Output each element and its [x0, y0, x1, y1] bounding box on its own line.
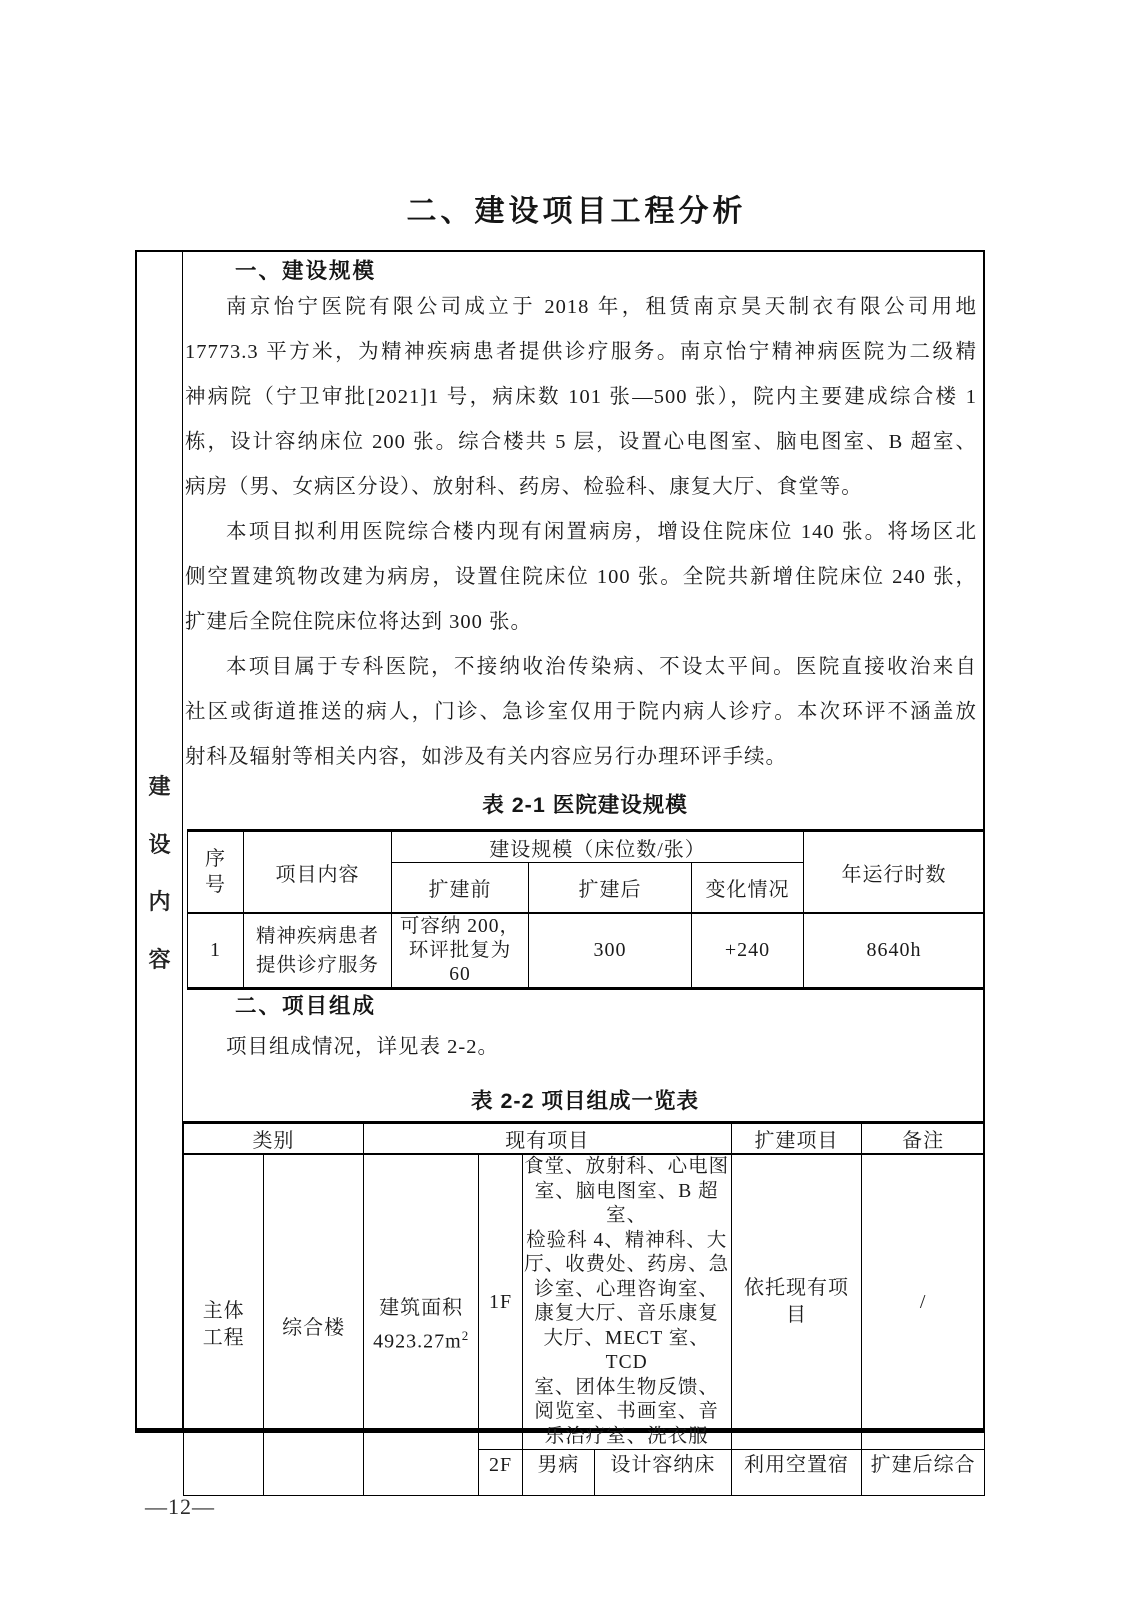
- text-line: 内: [148, 889, 171, 914]
- page-number: —12—: [145, 1494, 215, 1519]
- t22-header-expansion: 扩建项目: [731, 1123, 862, 1155]
- paragraph-line: 射科及辐射等相关内容，如涉及有关内容应另行办理环评手续。: [185, 746, 787, 768]
- paragraph-line: 本项目属于专科医院，不接纳收治传染病、不设太平间。医院直接收治来自: [226, 656, 977, 678]
- table2-1-title: 表 2-1 医院建设规模: [482, 793, 688, 817]
- t21-cell-seq: 1: [188, 913, 244, 989]
- content-box: [135, 250, 985, 1476]
- t22-cell-rooms: [522, 1154, 731, 1450]
- t21-cell-content: [244, 913, 392, 989]
- text-line: 室、团体生物反馈、: [534, 1376, 719, 1398]
- text-line: 工程: [202, 1327, 245, 1349]
- t22-header-existing: 现有项目: [363, 1123, 731, 1155]
- table2-2-title: 表 2-2 项目组成一览表: [470, 1089, 700, 1113]
- text-line: 目: [785, 1304, 807, 1326]
- paragraph-line: 神病院（宁卫审批[2021]1 号，病床数 101 张—500 张），院内主要建成综合楼 1: [185, 386, 977, 408]
- text-line: 60: [449, 963, 471, 985]
- t21-header-after: 扩建后: [529, 863, 692, 914]
- t22-cell-floor-2f: 2F: [479, 1450, 522, 1496]
- t22-cell-remark-2f: 扩建后综合: [862, 1450, 985, 1496]
- text-line: 设: [148, 831, 171, 857]
- composition-intro: 项目组成情况，详见表 2-2。: [226, 1036, 499, 1058]
- text-line: 依托现有项: [743, 1277, 849, 1299]
- t22-cell-building: 综合楼: [264, 1154, 363, 1496]
- t22-header-category: 类别: [184, 1123, 364, 1155]
- text-line: 厅、收费处、药房、急: [524, 1254, 730, 1275]
- sidebar-label: [137, 758, 182, 988]
- text-line: 可容纳 200，: [399, 915, 521, 937]
- paragraph-line: 本项目拟利用医院综合楼内现有闲置病房，增设住院床位 140 张。将场区北: [226, 521, 977, 543]
- text-line: 环评批复为: [408, 939, 512, 961]
- table2-1: [187, 829, 985, 990]
- text-line: 诊室、心理咨询室、: [534, 1278, 719, 1300]
- area-value: $4923.27m^2$: [373, 1327, 470, 1353]
- t21-header-hours: 年运行时数: [804, 831, 985, 914]
- t21-header-before: 扩建前: [392, 863, 529, 914]
- text-line: 阅览室、书画室、音: [534, 1401, 719, 1422]
- table-row: [188, 913, 985, 989]
- t22-header-remark: 备注: [862, 1123, 985, 1155]
- paragraph-line: 栋，设计容纳床位 200 张。综合楼共 5 层，设置心电图室、脑电图室、B 超室、: [185, 431, 977, 453]
- t22-cell-floor-1f: 1F: [479, 1154, 522, 1450]
- paragraph-line: 17773.3 平方米，为精神疾病患者提供诊疗服务。南京怡宁精神病医院为二级精: [185, 341, 977, 363]
- text-line: 食堂、放射科、心电图: [524, 1156, 730, 1177]
- t22-cell-expansion-2f: 利用空置宿: [731, 1450, 862, 1496]
- text-line: 大厅、MECT 室、TCD: [543, 1327, 710, 1373]
- paragraph-line: 侧空置建筑物改建为病房，设置住院床位 100 张。全院共新增住院床位 240 张，: [185, 566, 977, 588]
- t21-header-change: 变化情况: [692, 863, 804, 914]
- paragraph-line: 社区或街道推送的病人，门诊、急诊室仅用于院内病人诊疗。本次环评不涵盖放: [185, 701, 977, 723]
- text-line: 建: [148, 774, 171, 799]
- sidebar-column: [137, 252, 183, 1428]
- text-line: 精神疾病患者: [255, 925, 379, 947]
- t22-cell-remark-1f: /: [862, 1154, 985, 1450]
- table-row: [184, 1154, 985, 1450]
- t21-header-content: 项目内容: [244, 831, 392, 914]
- text-line: 容: [148, 946, 171, 972]
- text-line: 主体: [202, 1300, 245, 1322]
- section-heading-scale: 一、建设规模: [235, 259, 377, 283]
- t22-cell-ward: 男病: [522, 1450, 594, 1496]
- page-title: 二、建设项目工程分析: [406, 195, 747, 228]
- text-line: 乐治疗室、洗衣服: [544, 1425, 709, 1447]
- paragraph-line: 病房（男、女病区分设）、放射科、药房、检验科、康复大厅、食堂等。: [185, 476, 863, 498]
- paragraph-line: 南京怡宁医院有限公司成立于 2018 年，租赁南京昊天制衣有限公司用地: [226, 296, 977, 318]
- t21-header-scale-group: 建设规模（床位数/张）: [392, 831, 804, 863]
- text-line: 室、脑电图室、B 超室、: [534, 1180, 719, 1226]
- paragraph: [185, 645, 977, 780]
- section-heading-composition: 二、项目组成: [235, 994, 377, 1018]
- paragraph: [185, 285, 977, 510]
- paragraph: [185, 510, 977, 645]
- text-line: 号: [205, 874, 226, 896]
- t22-cell-expansion-1f: [731, 1154, 862, 1450]
- t22-cell-beds: 设计容纳床: [595, 1450, 732, 1496]
- table2-2: [183, 1121, 985, 1496]
- text-line: 检验科 4、精神科、大: [526, 1229, 728, 1251]
- t21-cell-hours: 8640h: [804, 913, 985, 989]
- t22-cell-category: [184, 1154, 264, 1496]
- body-paragraphs: [185, 285, 977, 780]
- paragraph-line: 扩建后全院住院床位将达到 300 张。: [185, 611, 532, 633]
- text-line: 序: [205, 848, 226, 870]
- t21-header-seq: [188, 831, 244, 914]
- t21-cell-before: [392, 913, 529, 989]
- area-label: 建筑面积: [379, 1296, 464, 1319]
- t21-cell-change: +240: [692, 913, 804, 989]
- text-line: 康复大厅、音乐康复: [534, 1303, 719, 1324]
- t22-cell-area: [363, 1154, 479, 1496]
- text-line: 提供诊疗服务: [255, 954, 379, 976]
- t21-cell-after: 300: [529, 913, 692, 989]
